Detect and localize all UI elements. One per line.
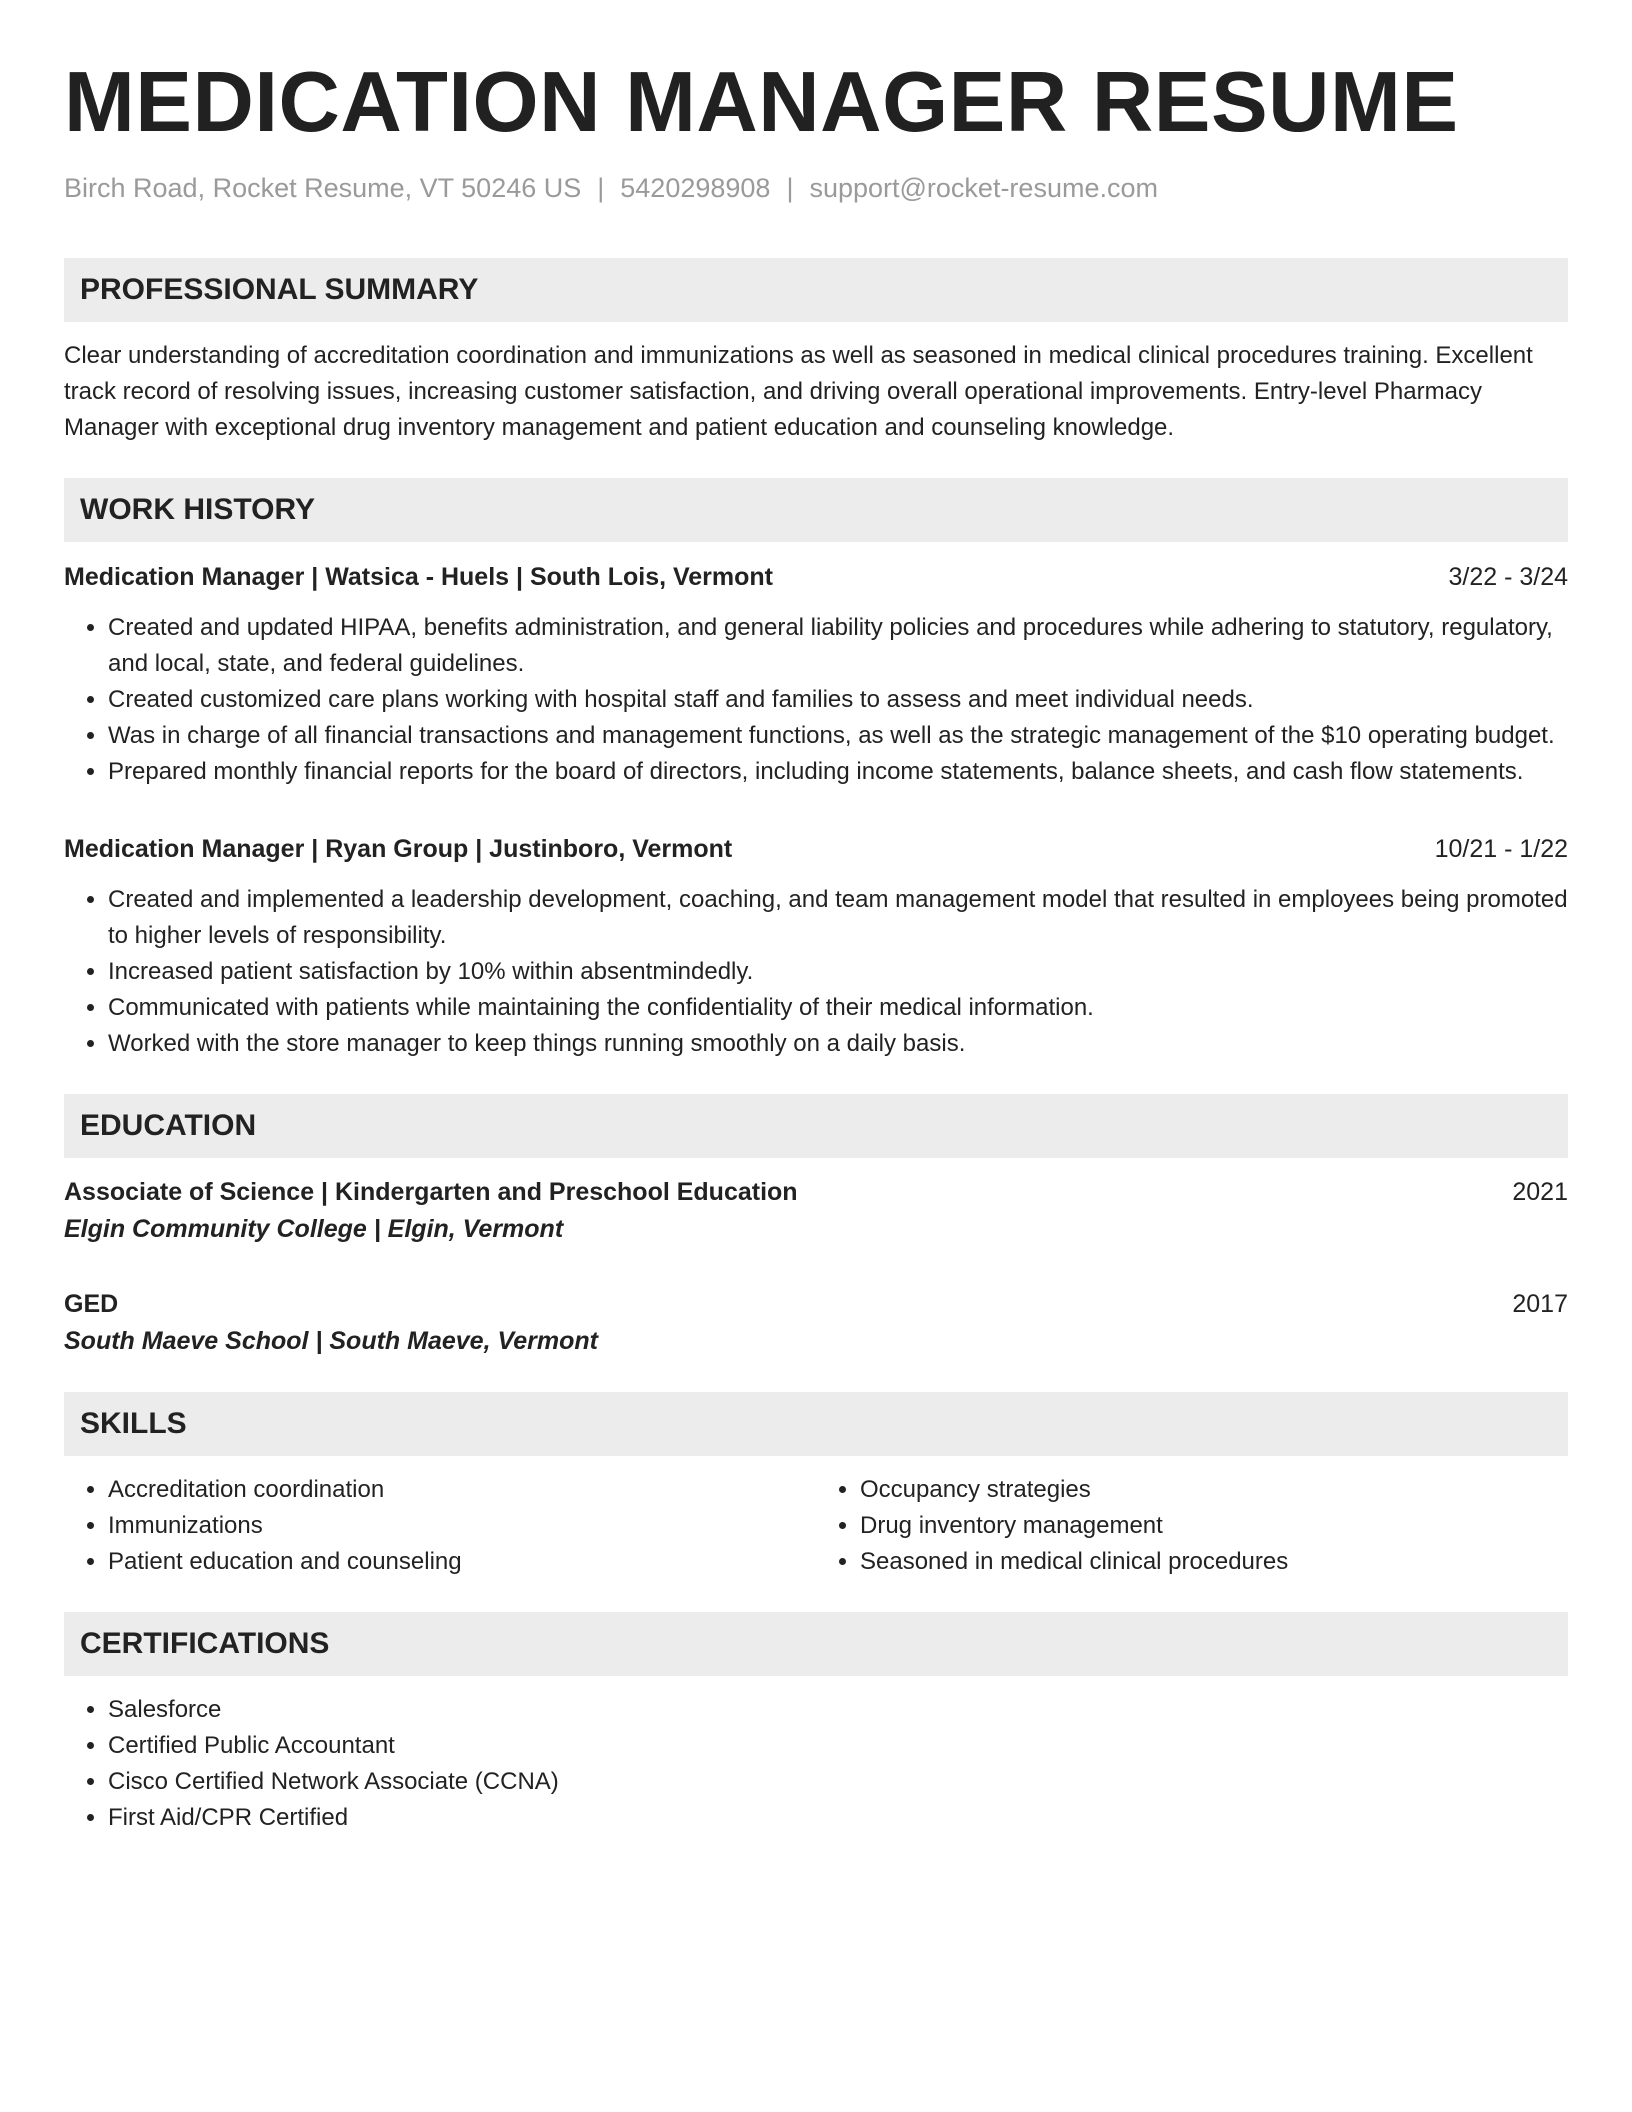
job-header <box>64 832 1568 866</box>
job-header <box>64 560 1568 594</box>
job-title: Medication Manager | Watsica - Huels | South Lois, Vermont <box>64 563 774 591</box>
education-school: South Maeve School | South Maeve, Vermont <box>64 1327 598 1355</box>
skills-list <box>64 1472 816 1580</box>
skills-heading: SKILLS <box>64 1392 1568 1456</box>
resume-title: MEDICATION MANAGER RESUME <box>64 55 1459 150</box>
skills-grid <box>64 1472 1568 1580</box>
contact-line <box>64 170 1568 206</box>
education-school: Elgin Community College | Elgin, Vermont <box>64 1215 564 1243</box>
education-entry <box>64 1286 1568 1360</box>
education-heading: EDUCATION <box>64 1094 1568 1158</box>
skills-section <box>64 1392 1568 1580</box>
skill-item: • Immunizations <box>108 1508 816 1544</box>
contact-address: Birch Road, Rocket Resume, VT 50246 US <box>64 173 582 203</box>
certification-item: • Cisco Certified Network Associate (CCNA) <box>108 1764 1568 1800</box>
job-bullet: • Was in charge of all financial transactions and management functions, as well as the strategic management of the $10 operating budget. <box>108 718 1568 754</box>
job-bullet: • Increased patient satisfaction by 10% within absentmindedly. <box>108 954 1568 990</box>
education-section <box>64 1094 1568 1360</box>
contact-email: support@rocket-resume.com <box>809 173 1158 203</box>
contact-separator: | <box>786 173 794 203</box>
skill-item: • Accreditation coordination <box>108 1472 816 1508</box>
job-entry <box>64 560 1568 790</box>
job-dates: 10/21 - 1/22 <box>1434 835 1568 863</box>
certifications-heading: CERTIFICATIONS <box>64 1612 1568 1676</box>
skill-item: • Patient education and counseling <box>108 1544 816 1580</box>
skills-column-left <box>64 1472 816 1580</box>
job-bullets <box>64 610 1568 790</box>
job-bullets <box>64 882 1568 1062</box>
skills-column-right <box>816 1472 1568 1580</box>
summary-text: Clear understanding of accreditation coordination and immunizations as well as seasoned in medical clinical procedures training. Excellent track record of resolving issues, increasing customer satisfaction, and driving overall operational improvements. Entry-level Pharmacy Manager with exceptional drug inventory management and patient education and counseling knowledge. <box>64 342 1533 441</box>
job-bullet: • Prepared monthly financial reports for the board of directors, including income statements, balance sheets, and cash flow statements. <box>108 754 1568 790</box>
contact-separator: | <box>597 173 605 203</box>
certifications-list <box>64 1692 1568 1836</box>
skill-item: • Seasoned in medical clinical procedures <box>860 1544 1568 1580</box>
education-header <box>64 1286 1568 1322</box>
skills-list <box>816 1472 1568 1580</box>
skill-item: • Drug inventory management <box>860 1508 1568 1544</box>
work-history-section <box>64 478 1568 1062</box>
education-entry <box>64 1174 1568 1248</box>
education-degree: GED <box>64 1290 119 1318</box>
job-title: Medication Manager | Ryan Group | Justinboro, Vermont <box>64 835 733 863</box>
certification-item: • Certified Public Accountant <box>108 1728 1568 1764</box>
job-dates: 3/22 - 3/24 <box>1448 563 1568 591</box>
certification-item: • First Aid/CPR Certified <box>108 1800 1568 1836</box>
job-entry <box>64 832 1568 1062</box>
job-bullet: • Created customized care plans working with hospital staff and families to assess and meet individual needs. <box>108 682 1568 718</box>
summary-section <box>64 258 1568 446</box>
education-header <box>64 1174 1568 1210</box>
work-history-heading: WORK HISTORY <box>64 478 1568 542</box>
certifications-section <box>64 1612 1568 1836</box>
contact-phone: 5420298908 <box>620 173 771 203</box>
job-bullet: • Created and updated HIPAA, benefits administration, and general liability policies and procedures while adhering to statutory, regulatory, and local, state, and federal guidelines. <box>108 610 1568 682</box>
certification-item: • Salesforce <box>108 1692 1568 1728</box>
summary-heading: PROFESSIONAL SUMMARY <box>64 258 1568 322</box>
education-degree: Associate of Science | Kindergarten and Preschool Education <box>64 1178 798 1206</box>
education-year: 2021 <box>1512 1178 1568 1206</box>
job-bullet: • Created and implemented a leadership development, coaching, and team management model that resulted in employees being promoted to higher levels of responsibility. <box>108 882 1568 954</box>
job-bullet: • Communicated with patients while maintaining the confidentiality of their medical information. <box>108 990 1568 1026</box>
education-year: 2017 <box>1512 1290 1568 1318</box>
skill-item: • Occupancy strategies <box>860 1472 1568 1508</box>
job-bullet: • Worked with the store manager to keep things running smoothly on a daily basis. <box>108 1026 1568 1062</box>
